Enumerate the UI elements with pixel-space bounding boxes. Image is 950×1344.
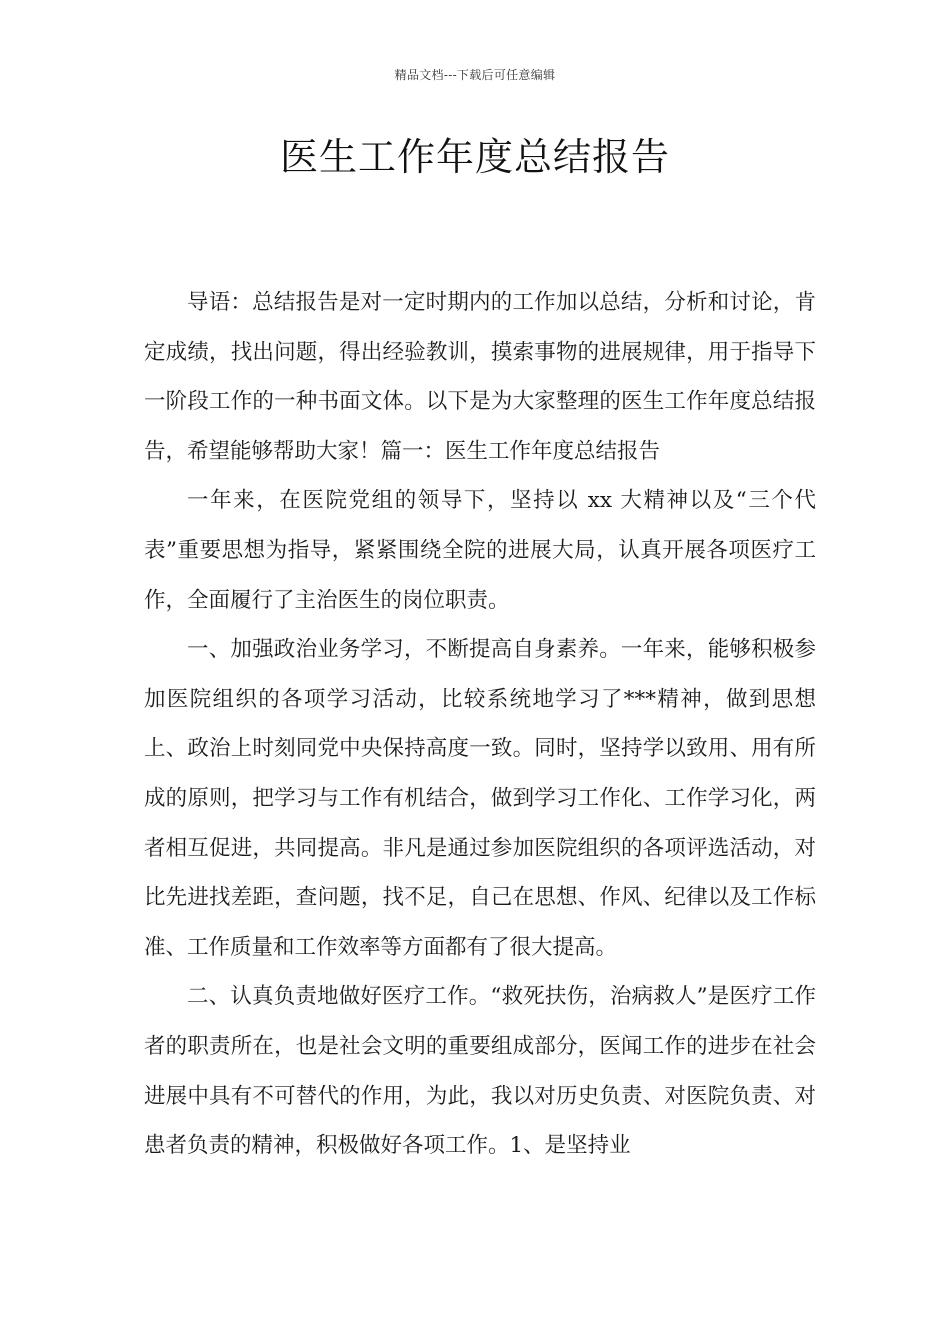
header-note: 精品文档---下载后可任意编辑	[394, 68, 556, 82]
paragraph-intro: 导语：总结报告是对一定时期内的工作加以总结，分析和讨论，肯定成绩，找出问题，得出经验教训，摸索事物的进展规律，用于指导下一阶段工作的一种书面文体。以下是为大家整理的医生工作年度总结报告，希望能够帮助大家！篇一：医生工作年度总结报告	[144, 290, 816, 464]
paragraph-overview: 一年来，在医院党组的领导下，坚持以 xx 大精神以及“三个代表”重要思想为指导，紧紧围绕全院的进展大局，认真开展各项医疗工作，全面履行了主治医生的岗位职责。	[144, 488, 816, 613]
document-title: 医生工作年度总结报告	[279, 135, 670, 179]
document-body	[144, 278, 816, 1171]
paragraph-section-1: 一、加强政治业务学习，不断提高自身素养。一年来，能够积极参加医院组织的各项学习活动，比较系统地学习了***精神，做到思想上、政治上时刻同党中央保持高度一致。同时，坚持学以致用、用有所成的原则，把学习与工作有机结合，做到学习工作化、工作学习化，两者相互促进，共同提高。非凡是通过参加医院组织的各项评选活动，对比先进找差距，查问题，找不足，自己在思想、作风、纪律以及工作标准、工作质量和工作效率等方面都有了很大提高。	[144, 637, 816, 960]
paragraph-section-2: 二、认真负责地做好医疗工作。“救死扶伤，治病救人”是医疗工作者的职责所在，也是社会文明的重要组成部分，医闻工作的进步在社会进展中具有不可替代的作用，为此，我以对历史负责、对医院负责、对患者负责的精神，积极做好各项工作。1、是坚持业	[144, 984, 816, 1159]
